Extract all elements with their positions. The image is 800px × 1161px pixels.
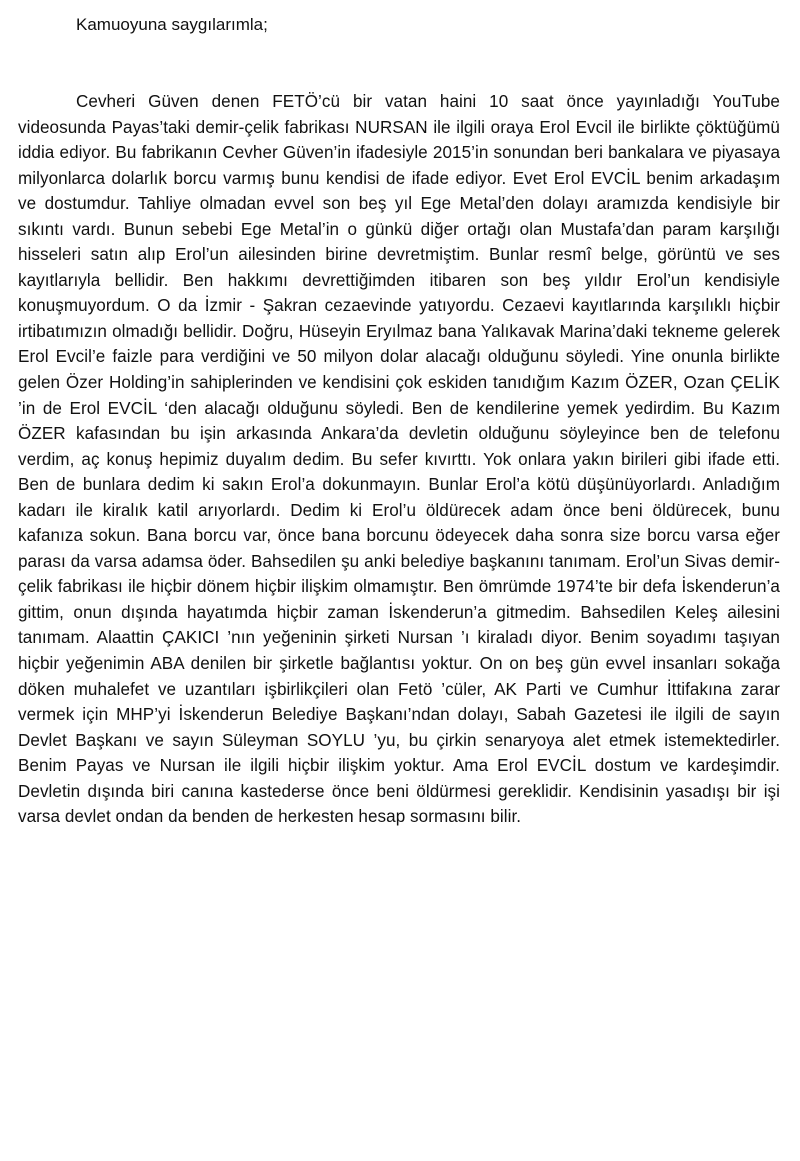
statement-paragraph: Cevheri Güven denen FETÖ’cü bir vatan haini 10 saat önce yayınladığı YouTube videosunda Payas’taki demir-çelik fabrikası NURSAN ile ilgili oraya Erol Evcil ile birlikte çöktüğümü iddia ediyor. Bu fabrikanın Cevher Güven’in ifadesiyle 2015’in sonundan beri bankalara ve piyasaya milyonlarca dolarlık borcu varmış bunu kendisi de ifade ediyor. Evet Erol EVCİL benim arkadaşım ve dostumdur. Tahliye olmadan evvel son beş yıl Ege Metal’den dolayı aramızda kendisiyle bir sıkıntı vardı. Bunun sebebi Ege Metal’in o günkü diğer ortağı olan Mustafa’dan param karşılığı hisseleri satın alıp Erol’un ailesinden birine devretmiştim. Bunlar resmî belge, görüntü ve ses kayıtlarıyla bellidir. Ben hakkımı devrettiğimden itibaren son beş yıldır Erol’un kendisiyle konuşmuyordum. O da İzmir - Şakran cezaevinde yatıyordu. Cezaevi kayıtlarında karşılıklı hiçbir irtibatımızın olmadığı bellidir. Doğru, Hüseyin Eryılmaz bana Yalıkavak Marina’daki tekneme gelerek Erol Evcil’e faizle para verdiğini ve 50 milyon dolar alacağı olduğunu söyledi. Yine onunla birlikte gelen Özer Holding’in sahiplerinden ve kendisini çok eskiden tanıdığım Kazım ÖZER, Ozan ÇELİK ’in de Erol EVCİL ‘den alacağı olduğunu söyledi. Ben de kendilerine yemek yedirdim. Bu Kazım ÖZER kafasından bu işin arkasında Ankara’da devletin olduğunu söyleyince ben de telefonu verdim, aç konuş hepimiz duyalım dedim. Bu sefer kıvırttı. Yok onlara yakın birileri gibi ifade etti. Ben de bunlara dedim ki sakın Erol’a dokunmayın. Bunlar Erol’a kötü düşünüyorlardı. Anladığım kadarı ile kiralık katil arıyorlardı. Dedim ki Erol’u öldürecek adam önce beni öldürecek, bunu kafanıza sokun. Bana borcu var, önce bana borcunu ödeyecek daha sonra size borcu varsa eğer parası da varsa adamsa öder. Bahsedilen şu anki belediye başkanını tanımam. Erol’un Sivas demir-çelik fabrikası ile hiçbir dönem hiçbir ilişkim olmamıştır. Ben ömrümde 1974’te bir defa İskenderun’a gittim, onun dışında hayatımda hiçbir zaman İskenderun’a gitmedim. Bahsedilen Keleş ailesini tanımam. Alaattin ÇAKICI ’nın yeğeninin şirketi Nursan ’ı kiraladı diyor. Benim soyadımı taşıyan hiçbir yeğenimin ABA denilen bir şirketle bağlantısı yoktur. On on beş gün evvel insanları sokağa döken muhalefet ve uzantıları işbirlikçileri olan Fetö ’cüler, AK Parti ve Cumhur İttifakına zarar vermek için MHP’yi İskenderun Belediye Başkanı’ndan dolayı, Sabah Gazetesi ile ilgili de sayın Devlet Başkanı ve sayın Süleyman SOYLU ’yu, bu çirkin senaryoya alet etmek istemektedirler. Benim Payas ve Nursan ile ilgili hiçbir ilişkim yoktur. Ama Erol EVCİL dostum ve kardeşimdir. Devletin dışında biri canına kastederse önce beni öldürmesi gereklidir. Kendisinin yasadışı bir işi varsa devlet ondan da benden de herkesten hesap sormasını bilir. bbox=[18, 92, 780, 827]
greeting-line: Kamuoyuna saygılarımla; bbox=[76, 15, 268, 34]
